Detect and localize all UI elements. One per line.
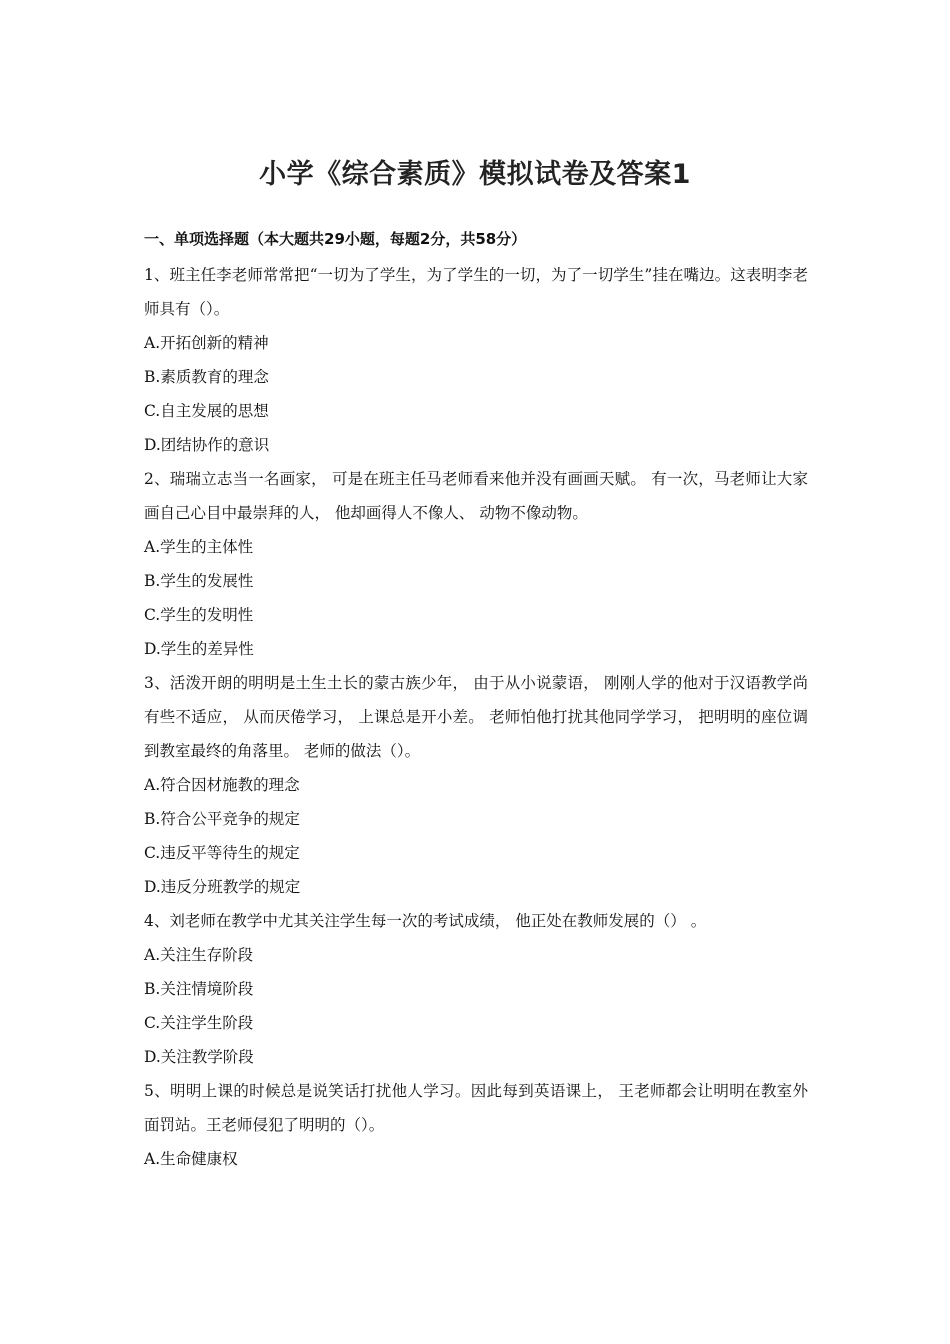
question-stem: 2、瑞瑞立志当一名画家， 可是在班主任马老师看来他并没有画画天赋。 有一次，马老师让大家画自己心目中最崇拜的人， 他却画得人不像人、 动物不像动物。 xyxy=(144,470,808,522)
option-d: D.关注教学阶段 xyxy=(144,1048,254,1066)
option-a: A.学生的主体性 xyxy=(144,538,254,556)
option-a: A.关注生存阶段 xyxy=(144,946,254,964)
section-heading: 一、单项选择题（本大题共29小题，每题2分，共58分） xyxy=(144,230,527,248)
option-c: C.关注学生阶段 xyxy=(144,1014,254,1032)
question-2 xyxy=(144,462,808,666)
option-b: B.关注情境阶段 xyxy=(144,980,254,998)
question-3 xyxy=(144,666,808,904)
option-d: D.团结协作的意识 xyxy=(144,436,270,454)
option-b: B.学生的发展性 xyxy=(144,572,254,590)
question-5 xyxy=(144,1074,808,1176)
question-stem: 1、班主任李老师常常把“一切为了学生，为了学生的一切，为了一切学生”挂在嘴边。这表明李老师具有（）。 xyxy=(144,266,808,318)
question-stem: 3、活泼开朗的明明是土生土长的蒙古族少年， 由于从小说蒙语， 刚刚人学的他对于汉语教学尚有些不适应， 从而厌倦学习， 上课总是开小差。 老师怕他打扰其他同学学习， 把明明的座位调到教室最终的角落里。 老师的做法（）。 xyxy=(144,674,808,760)
option-a: A.符合因材施教的理念 xyxy=(144,776,300,794)
option-a: A.开拓创新的精神 xyxy=(144,334,269,352)
document-title: 小学《综合素质》模拟试卷及答案1 xyxy=(259,159,691,190)
option-d: D.违反分班教学的规定 xyxy=(144,878,301,896)
question-4 xyxy=(144,904,808,1074)
question-stem: 4、刘老师在教学中尤其关注学生每一次的考试成绩， 他正处在教师发展的（） 。 xyxy=(144,912,707,930)
option-c: C.自主发展的思想 xyxy=(144,402,269,420)
option-d: D.学生的差异性 xyxy=(144,640,254,658)
document-body xyxy=(144,224,808,1176)
option-b: B.符合公平竞争的规定 xyxy=(144,810,300,828)
option-c: C.违反平等待生的规定 xyxy=(144,844,300,862)
question-stem: 5、明明上课的时候总是说笑话打扰他人学习。因此每到英语课上， 王老师都会让明明在教室外面罚站。王老师侵犯了明明的（）。 xyxy=(144,1082,808,1134)
question-1 xyxy=(144,258,808,462)
option-a: A.生命健康权 xyxy=(144,1150,238,1168)
option-c: C.学生的发明性 xyxy=(144,606,254,624)
option-b: B.素质教育的理念 xyxy=(144,368,269,386)
